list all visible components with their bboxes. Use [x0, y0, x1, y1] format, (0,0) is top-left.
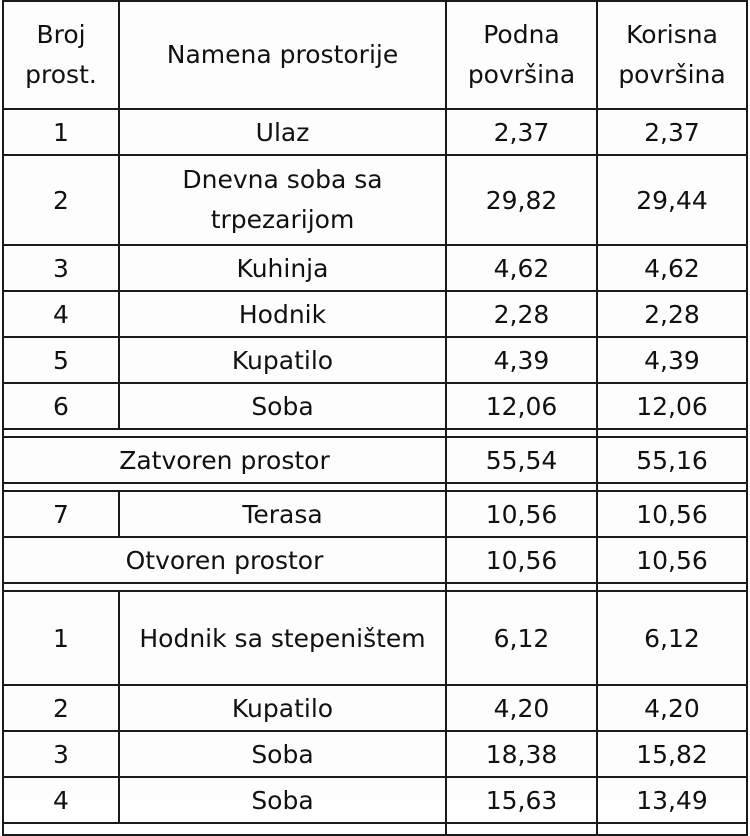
- open-space-total-row: [3, 537, 747, 583]
- table-row: [3, 245, 747, 291]
- usable-area: 2,28: [597, 291, 747, 337]
- header-row: [3, 1, 747, 109]
- room-number: 1: [3, 109, 119, 155]
- header-room-purpose: Namena prostorije: [119, 1, 446, 109]
- room-name: Soba: [119, 731, 446, 777]
- room-name: Terasa: [119, 491, 446, 537]
- table-row: [3, 337, 747, 383]
- room-name: Ulaz: [119, 109, 446, 155]
- table-row: [3, 383, 747, 429]
- table-row: [3, 777, 747, 823]
- floor-area: 15,63: [446, 777, 597, 823]
- separator-cell: [3, 483, 446, 491]
- room-name: Hodnik sa stepeništem: [119, 591, 446, 685]
- section-separator: [3, 483, 747, 491]
- room-number: 2: [3, 685, 119, 731]
- closed-space-total-row: [3, 437, 747, 483]
- table-row: [3, 685, 747, 731]
- table-row: [3, 109, 747, 155]
- room-number: 4: [3, 291, 119, 337]
- table-continuation-row: [3, 823, 747, 835]
- table-row: [3, 155, 747, 245]
- separator-cell: [446, 429, 597, 437]
- header-floor-area: Podna površina: [446, 1, 597, 109]
- separator-cell: [597, 429, 747, 437]
- continuation-cell: [597, 823, 747, 835]
- header-room-number: Broj prost.: [3, 1, 119, 109]
- floor-area: 4,20: [446, 685, 597, 731]
- usable-area: 15,82: [597, 731, 747, 777]
- usable-area: 12,06: [597, 383, 747, 429]
- room-number: 4: [3, 777, 119, 823]
- usable-area: 6,12: [597, 591, 747, 685]
- room-name: Kupatilo: [119, 685, 446, 731]
- total-floor-area: 55,54: [446, 437, 597, 483]
- usable-area: 4,20: [597, 685, 747, 731]
- room-number: 3: [3, 731, 119, 777]
- separator-cell: [446, 483, 597, 491]
- room-number: 6: [3, 383, 119, 429]
- floor-area: 2,28: [446, 291, 597, 337]
- continuation-cell: [3, 823, 446, 835]
- floor-area: 12,06: [446, 383, 597, 429]
- floor-area: 29,82: [446, 155, 597, 245]
- room-number: 7: [3, 491, 119, 537]
- section-separator: [3, 583, 747, 591]
- room-name: Soba: [119, 777, 446, 823]
- room-number: 2: [3, 155, 119, 245]
- table-row: [3, 591, 747, 685]
- usable-area: 4,39: [597, 337, 747, 383]
- room-number: 5: [3, 337, 119, 383]
- total-label: Zatvoren prostor: [3, 437, 446, 483]
- table-row: [3, 731, 747, 777]
- usable-area: 2,37: [597, 109, 747, 155]
- floor-area: 18,38: [446, 731, 597, 777]
- table-row: [3, 291, 747, 337]
- usable-area: 13,49: [597, 777, 747, 823]
- room-name: Hodnik: [119, 291, 446, 337]
- room-number: 1: [3, 591, 119, 685]
- usable-area: 10,56: [597, 491, 747, 537]
- separator-cell: [446, 583, 597, 591]
- total-usable-area: 10,56: [597, 537, 747, 583]
- total-floor-area: 10,56: [446, 537, 597, 583]
- separator-cell: [597, 483, 747, 491]
- floor-area: 10,56: [446, 491, 597, 537]
- separator-cell: [3, 583, 446, 591]
- room-number: 3: [3, 245, 119, 291]
- floor-area: 4,62: [446, 245, 597, 291]
- room-name: Soba: [119, 383, 446, 429]
- room-name: Dnevna soba sa trpezarijom: [119, 155, 446, 245]
- total-label: Otvoren prostor: [3, 537, 446, 583]
- floor-area: 2,37: [446, 109, 597, 155]
- room-name: Kupatilo: [119, 337, 446, 383]
- continuation-cell: [446, 823, 597, 835]
- separator-cell: [597, 583, 747, 591]
- section-separator: [3, 429, 747, 437]
- header-usable-area: Korisna površina: [597, 1, 747, 109]
- room-area-table: [2, 0, 748, 836]
- room-name: Kuhinja: [119, 245, 446, 291]
- floor-area: 4,39: [446, 337, 597, 383]
- usable-area: 29,44: [597, 155, 747, 245]
- usable-area: 4,62: [597, 245, 747, 291]
- floor-area: 6,12: [446, 591, 597, 685]
- table-row: [3, 491, 747, 537]
- total-usable-area: 55,16: [597, 437, 747, 483]
- separator-cell: [3, 429, 446, 437]
